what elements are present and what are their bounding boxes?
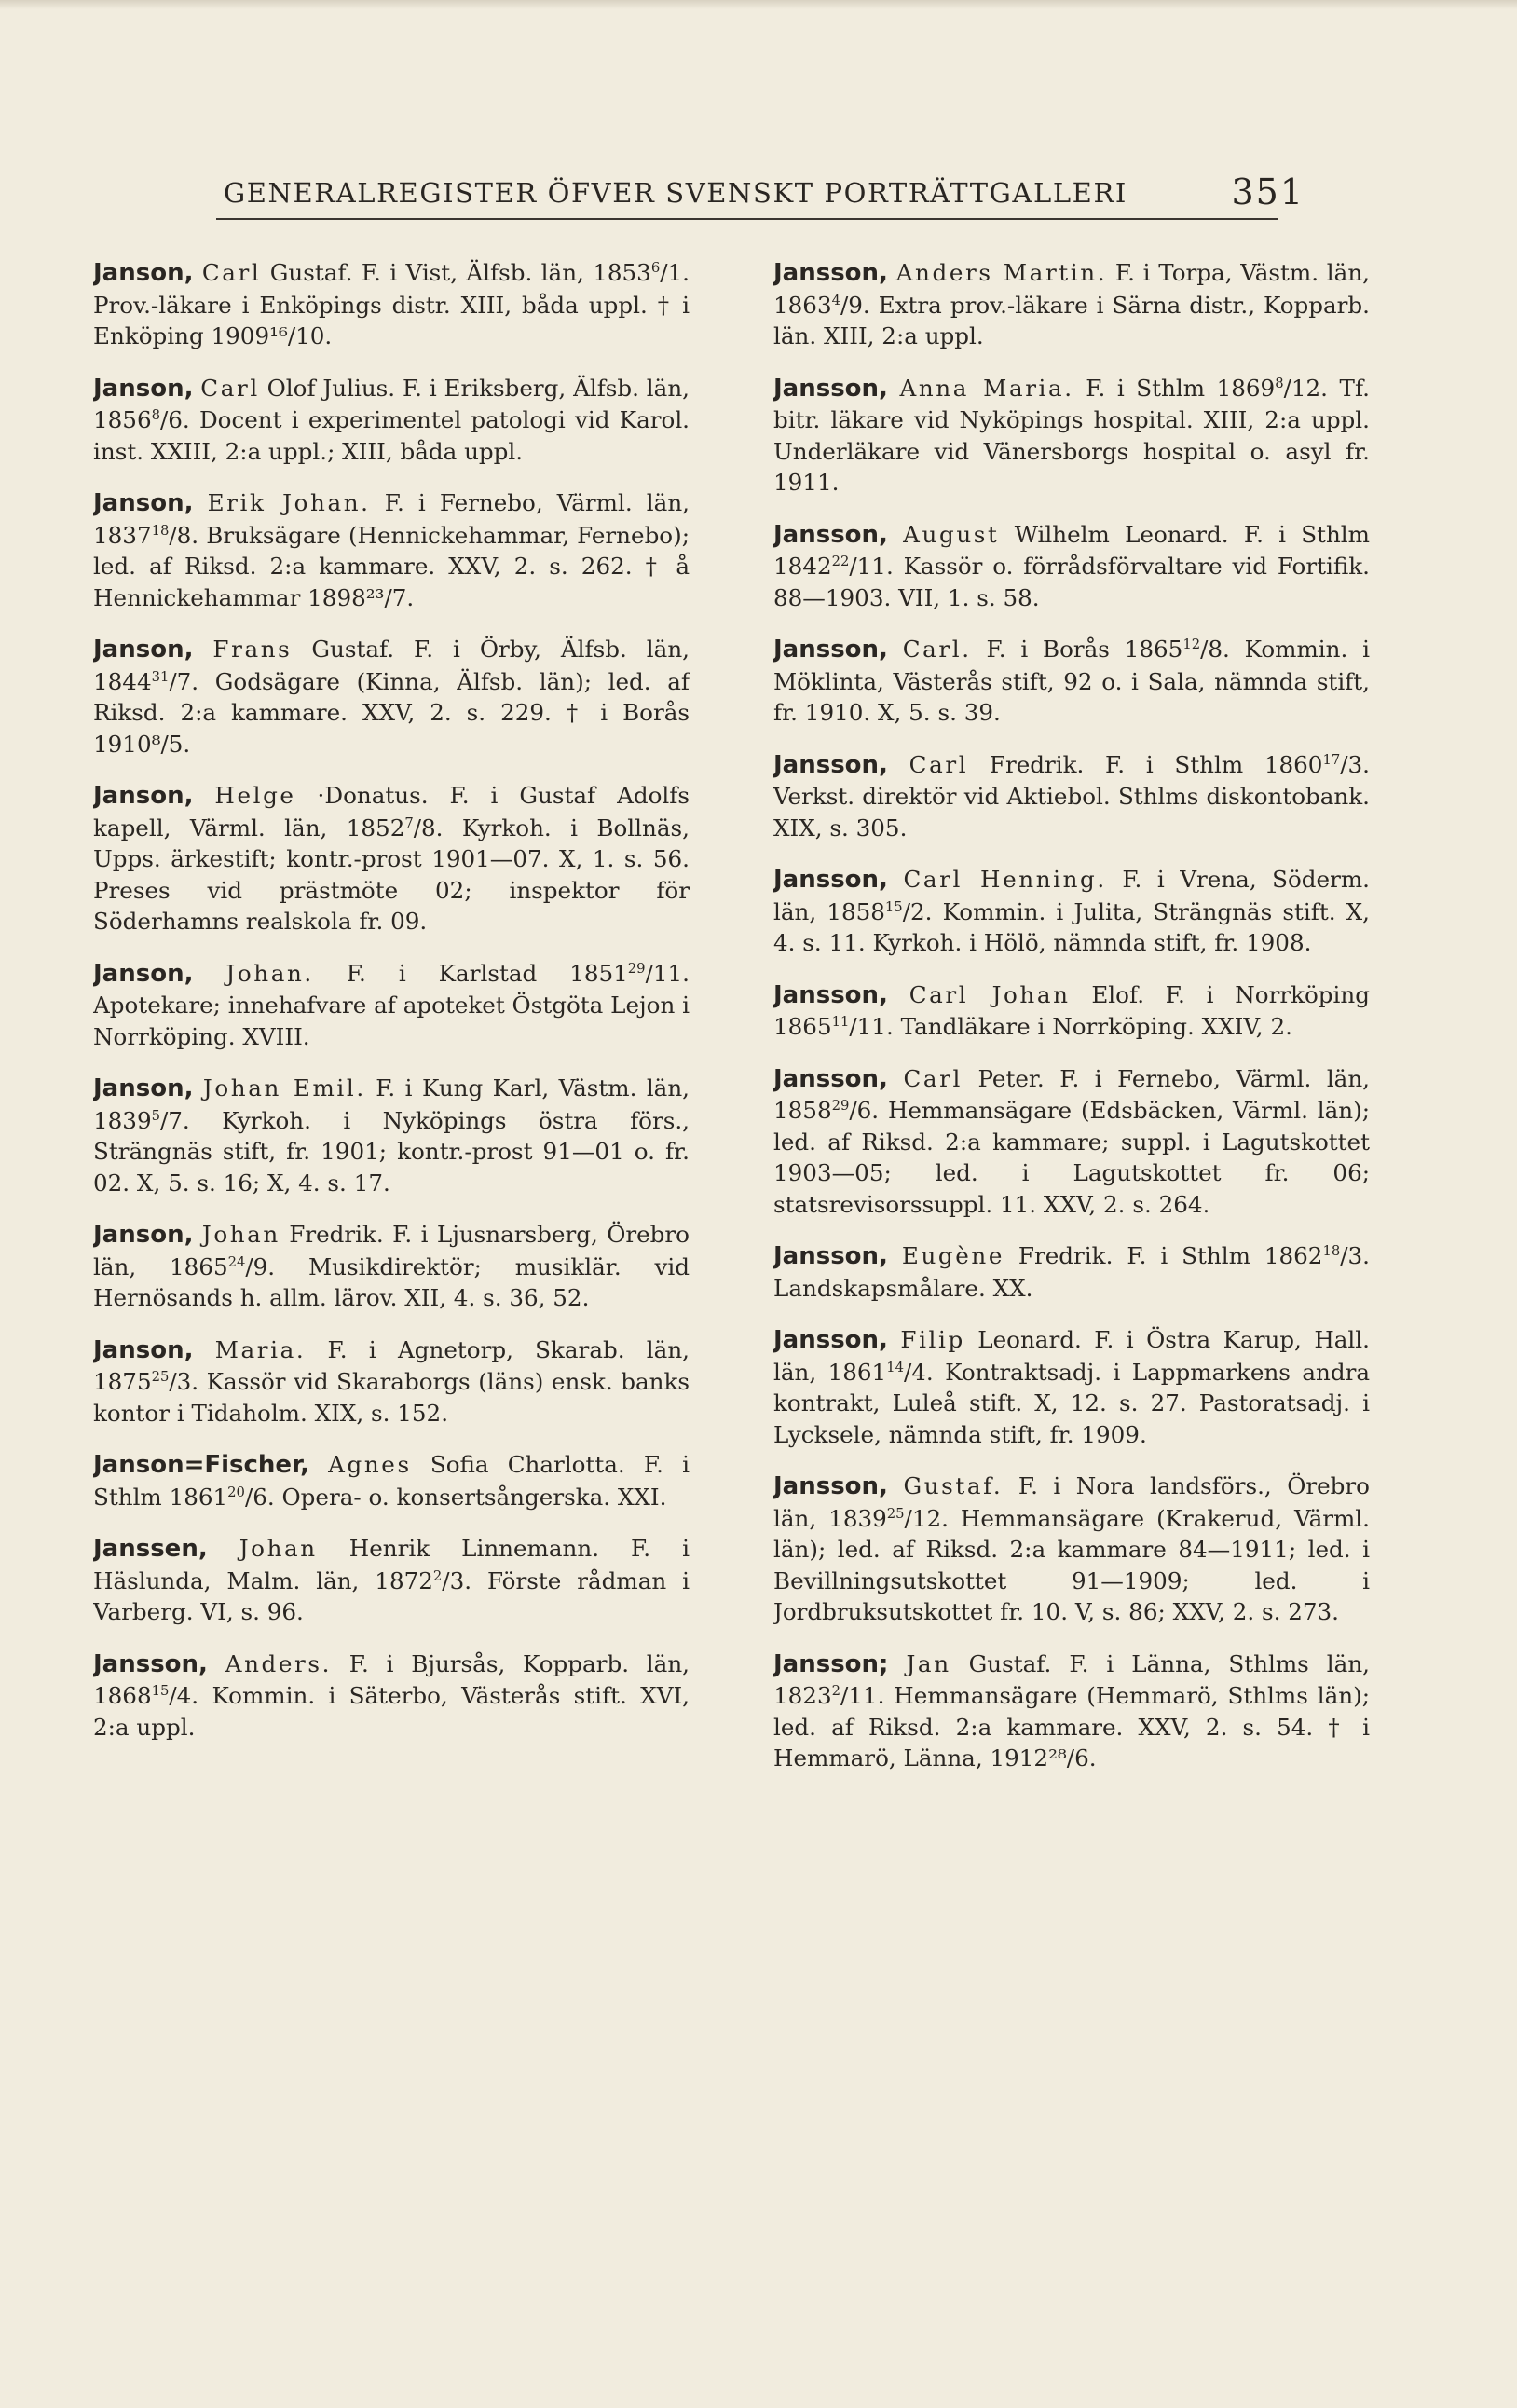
entry-surname: Jansson,: [773, 980, 888, 1009]
entry-text: F. i Sthlm 1869: [1073, 374, 1276, 402]
entry-text: F. i Kung Karl, Västm. län, 1839: [93, 1074, 690, 1134]
entry-date-superscript: 14: [886, 1359, 904, 1375]
entry-given-name: Filip: [900, 1326, 965, 1353]
entry-given-name: Anna Maria.: [899, 374, 1074, 402]
entry-date-superscript: 2: [831, 1682, 840, 1699]
entry-surname: Janson,: [93, 489, 194, 517]
entry-text-tail: /12. Hemmansägare (Krakerud, Värml. län); led. af Riksd. 2:a kammare 84—1911; led. i Bevillningsutskottet 91—1909; led. i Jordbruksutskottet fr. 10. V, s. 86; XXV, 2. s. 273.: [773, 1504, 1370, 1625]
entry-text: F. i Vrena, Söderm. län, 1858: [773, 866, 1370, 925]
entry-surname: Janson,: [93, 1221, 194, 1249]
entry-surname: Jansson,: [773, 750, 888, 779]
entry-date-superscript: 8: [1275, 375, 1284, 391]
entry-text-tail: /8. Bruksägare (Hennickehammar, Fernebo); led. af Riksd. 2:a kammare. XXV, 2. s. 262. † å Hennickehammar 1898²³/7.: [93, 521, 690, 611]
entry-given-name: Johan: [201, 1221, 280, 1248]
entry-given-name: Maria.: [214, 1335, 307, 1363]
entry-text-tail: /6. Opera- o. konsertsångerska. XXI.: [244, 1483, 667, 1511]
register-entry: [93, 634, 690, 759]
entry-given-name: Jan: [906, 1649, 951, 1677]
entry-surname: Janson,: [93, 1074, 194, 1102]
entry-given-name: Carl Johan: [909, 980, 1071, 1008]
entry-text: Gustaf. F. i Länna, Sthlms län, 1823: [773, 1649, 1370, 1709]
entry-text: F. i Borås 1865: [971, 636, 1183, 663]
entry-date-superscript: 24: [227, 1253, 246, 1270]
register-entry: [773, 1471, 1370, 1628]
entry-text: Peter. F. i Fernebo, Värml. län, 1858: [773, 1064, 1370, 1124]
entry-given-name: Erik Johan.: [207, 489, 371, 516]
entry-given-name: Johan.: [226, 959, 314, 987]
entry-surname: Janson,: [93, 374, 194, 403]
entry-date-superscript: 17: [1322, 751, 1341, 768]
register-entry: [93, 487, 690, 613]
register-entry: [93, 1533, 690, 1628]
register-entry: [773, 634, 1370, 729]
entry-date-superscript: 12: [1182, 636, 1201, 652]
entry-text-tail: /4. Kontraktsadj. i Lappmarkens andra kontrakt, Luleå stift. X, 12. s. 27. Pastoratsadj. i Lycksele, nämnda stift, fr. 1909.: [773, 1358, 1370, 1448]
entry-date-superscript: 29: [627, 960, 646, 977]
register-entry: [93, 1219, 690, 1314]
entry-surname: Jansson,: [773, 1242, 888, 1270]
entry-date-superscript: 29: [831, 1097, 850, 1114]
entry-surname: Jansson,: [773, 374, 888, 403]
right-column: [773, 257, 1370, 2354]
entry-given-name: Frans: [212, 636, 293, 663]
register-entry: [93, 1449, 690, 1512]
entry-text: Gustaf. F. i Örby, Älfsb. län, 1844: [93, 636, 690, 695]
entry-surname: Jansson,: [773, 1326, 888, 1354]
entry-text: Leonard. F. i Östra Karup, Hall. län, 1861: [773, 1326, 1370, 1386]
entry-text: Fredrik. F. i Sthlm 1862: [1004, 1242, 1323, 1269]
entry-text: ·Donatus. F. i Gustaf Adolfs kapell, Värml. län, 1852: [93, 782, 690, 841]
entry-date-superscript: 22: [831, 553, 850, 569]
entry-surname: Janson,: [93, 259, 194, 287]
entry-text-tail: /6. Docent i experimentel patologi vid Karol. inst. XXIII, 2:a uppl.; XIII, båda uppl.: [93, 406, 690, 465]
entry-text: Olof Julius. F. i Eriksberg, Älfsb. län, 1856: [93, 374, 690, 433]
entry-text: F. i Agnetorp, Skarab. län, 1875: [93, 1335, 690, 1395]
entry-surname: Jansson;: [773, 1649, 889, 1678]
entry-given-name: Anders Martin.: [895, 259, 1108, 286]
register-entry: [93, 958, 690, 1053]
entry-given-name: Gustaf.: [903, 1472, 1004, 1499]
entry-text-tail: /11. Tandläkare i Norrköping. XXIV, 2.: [849, 1013, 1292, 1040]
entry-given-name: Carl: [909, 750, 969, 778]
register-entry: [93, 1649, 690, 1744]
entry-text-tail: /8. Kommin. i Möklinta, Västerås stift, 92 o. i Sala, nämnda stift, fr. 1910. X, 5. s. 39.: [773, 636, 1370, 726]
entry-surname: Jansson,: [773, 1064, 888, 1093]
entry-surname: Janson,: [93, 1335, 194, 1364]
entry-given-name: Eugène: [901, 1242, 1004, 1269]
register-entry: [773, 864, 1370, 959]
register-entry: [773, 749, 1370, 844]
entry-text-tail: /11. Kassör o. förrådsförvaltare vid Fortifik. 88—1903. VII, 1. s. 58.: [773, 553, 1370, 611]
register-entry: [773, 373, 1370, 499]
entry-text-tail: /3. Förste rådman i Varberg. VI, s. 96.: [93, 1567, 690, 1625]
entry-date-superscript: 5: [151, 1107, 160, 1124]
register-entry: [773, 1324, 1370, 1450]
entry-text: Henrik Linnemann. F. i Häslunda, Malm. län, 1872: [93, 1535, 690, 1594]
entry-date-superscript: 15: [151, 1682, 170, 1699]
entry-surname: Jansson,: [773, 1472, 888, 1500]
entry-text-tail: /6. Hemmansägare (Edsbäcken, Värml. län); led. af Riksd. 2:a kammare; suppl. i Lagutskottet 1903—05; led. i Lagutskottet fr. 06; statsrevisorssuppl. 11. XXV, 2. s. 264.: [773, 1097, 1370, 1218]
entry-given-name: Helge: [214, 782, 296, 809]
entry-text-tail: /9. Extra prov.-läkare i Särna distr., Kopparb. län. XIII, 2:a uppl.: [773, 291, 1370, 349]
register-entry: [93, 780, 690, 937]
entry-text: Sofia Charlotta. F. i Sthlm 1861: [93, 1451, 690, 1511]
entry-date-superscript: 6: [650, 259, 661, 276]
entry-text: Fredrik. F. i Ljusnarsberg, Örebro län, 1865: [93, 1221, 690, 1280]
entry-surname: Janssen,: [93, 1535, 208, 1563]
entry-date-superscript: 18: [1322, 1242, 1341, 1259]
entry-surname: Janson,: [93, 636, 194, 664]
entry-surname: Janson,: [93, 959, 194, 988]
entry-surname: Jansson,: [773, 259, 888, 287]
entry-text-tail: /12. Tf. bitr. läkare vid Nyköpings hospital. XIII, 2:a uppl. Underläkare vid Vänersborgs hospital o. asyl fr. 1911.: [773, 374, 1370, 496]
entry-date-superscript: 20: [227, 1484, 245, 1500]
register-entry: [773, 519, 1370, 614]
entry-surname: Jansson,: [773, 636, 888, 664]
entry-surname: Jansson,: [773, 866, 888, 894]
page-edge: [0, 0, 1517, 9]
entry-text-tail: /1. Prov.-läkare i Enköpings distr. XIII, båda uppl. † i Enköping 1909¹⁶/10.: [93, 259, 690, 349]
entry-text: F. i Fernebo, Värml. län, 1837: [93, 489, 690, 549]
register-entry: [773, 979, 1370, 1043]
entry-text-tail: /3. Verkst. direktör vid Aktiebol. Sthlms diskontobank. XIX, s. 305.: [773, 750, 1370, 841]
entry-date-superscript: 31: [151, 668, 170, 685]
register-entry: [773, 257, 1370, 352]
register-entry: [93, 373, 690, 468]
entry-text-tail: /3. Kassör vid Skaraborgs (läns) ensk. banks kontor i Tidaholm. XIX, s. 152.: [93, 1368, 690, 1427]
entry-given-name: Carl: [201, 259, 262, 286]
entry-given-name: August: [903, 520, 1000, 548]
entry-given-name: Johan Emil.: [202, 1074, 366, 1101]
running-title: GENERALREGISTER ÖFVER SVENSKT PORTRÄTTGALLERI: [224, 177, 1128, 209]
entry-date-superscript: 8: [151, 406, 160, 423]
entry-text: F. i Torpa, Västm. län, 1863: [773, 259, 1370, 319]
entry-given-name: Carl: [200, 374, 260, 402]
entry-date-superscript: 18: [151, 522, 170, 539]
entry-given-name: Agnes: [328, 1451, 412, 1478]
entry-surname: Jansson,: [93, 1649, 208, 1678]
entry-text-tail: /11. Apotekare; innehafvare af apoteket Östgöta Lejon i Norrköping. XVIII.: [93, 959, 690, 1050]
register-entry: [773, 1649, 1370, 1774]
entry-text-tail: /2. Kommin. i Julita, Strängnäs stift. X, 4. s. 11. Kyrkoh. i Hölö, nämnda stift, fr. 1908.: [773, 897, 1370, 956]
entry-text: F. i Nora landsförs., Örebro län, 1839: [773, 1472, 1370, 1532]
entry-given-name: Anders.: [225, 1649, 333, 1677]
entry-given-name: Carl.: [902, 636, 972, 663]
entry-text: Fredrik. F. i Sthlm 1860: [968, 750, 1323, 778]
entry-text-tail: /9. Musikdirektör; musiklär. vid Hernösands h. allm. lärov. XII, 4. s. 36, 52.: [93, 1252, 690, 1311]
header-rule: [216, 218, 1278, 220]
register-entry: [93, 1073, 690, 1198]
entry-given-name: Johan: [239, 1535, 318, 1562]
entry-date-superscript: 25: [886, 1505, 905, 1522]
entry-surname: Janson=Fischer,: [93, 1451, 309, 1479]
register-entry: [93, 1334, 690, 1430]
entry-text-tail: /7. Godsägare (Kinna, Älfsb. län); led. af Riksd. 2:a kammare. XXV, 2. s. 229. † i Borås 1910⁸/5.: [93, 667, 690, 758]
entry-text-tail: /8. Kyrkoh. i Bollnäs, Upps. ärkestift; kontr.-prost 1901—07. X, 1. s. 56. Preses vid prästmöte 02; inspektor för Söderhamns realskola fr. 09.: [93, 814, 690, 935]
entry-date-superscript: 2: [432, 1567, 443, 1584]
entry-date-superscript: 11: [831, 1013, 850, 1030]
entry-text-tail: /4. Kommin. i Säterbo, Västerås stift. XVI, 2:a uppl.: [93, 1682, 690, 1741]
entry-given-name: Carl: [903, 1064, 963, 1092]
left-column: [93, 257, 690, 2354]
entry-date-superscript: 25: [151, 1368, 170, 1385]
page-header: [216, 173, 1305, 229]
entry-given-name: Carl Henning.: [903, 866, 1107, 893]
entry-date-superscript: 15: [884, 898, 903, 915]
register-entry: [773, 1063, 1370, 1221]
entry-text: Elof. F. i Norrköping 1865: [773, 980, 1370, 1040]
entry-date-superscript: 7: [404, 814, 414, 831]
entry-text: Gustaf. F. i Vist, Älfsb. län, 1853: [261, 259, 651, 286]
page-number: 351: [1231, 171, 1305, 212]
entry-text: F. i Bjursås, Kopparb. län, 1868: [93, 1649, 690, 1709]
entry-text-tail: /3. Landskapsmålare. XX.: [773, 1242, 1370, 1302]
entry-date-superscript: 4: [831, 292, 840, 308]
register-entry: [93, 257, 690, 352]
entry-text-tail: /7. Kyrkoh. i Nyköpings östra förs., Strängnäs stift, fr. 1901; kontr.-prost 91—01 o. fr. 02. X, 5. s. 16; X, 4. s. 17.: [93, 1106, 690, 1197]
register-entry: [773, 1240, 1370, 1304]
entry-text: F. i Karlstad 1851: [313, 959, 628, 987]
entry-text-tail: /11. Hemmansägare (Hemmarö, Sthlms län); led. af Riksd. 2:a kammare. XXV, 2. s. 54. † i Hemmarö, Länna, 1912²⁸/6.: [773, 1682, 1370, 1772]
entry-text: Wilhelm Leonard. F. i Sthlm 1842: [773, 520, 1370, 580]
entry-surname: Jansson,: [773, 520, 888, 549]
entry-surname: Janson,: [93, 782, 194, 810]
